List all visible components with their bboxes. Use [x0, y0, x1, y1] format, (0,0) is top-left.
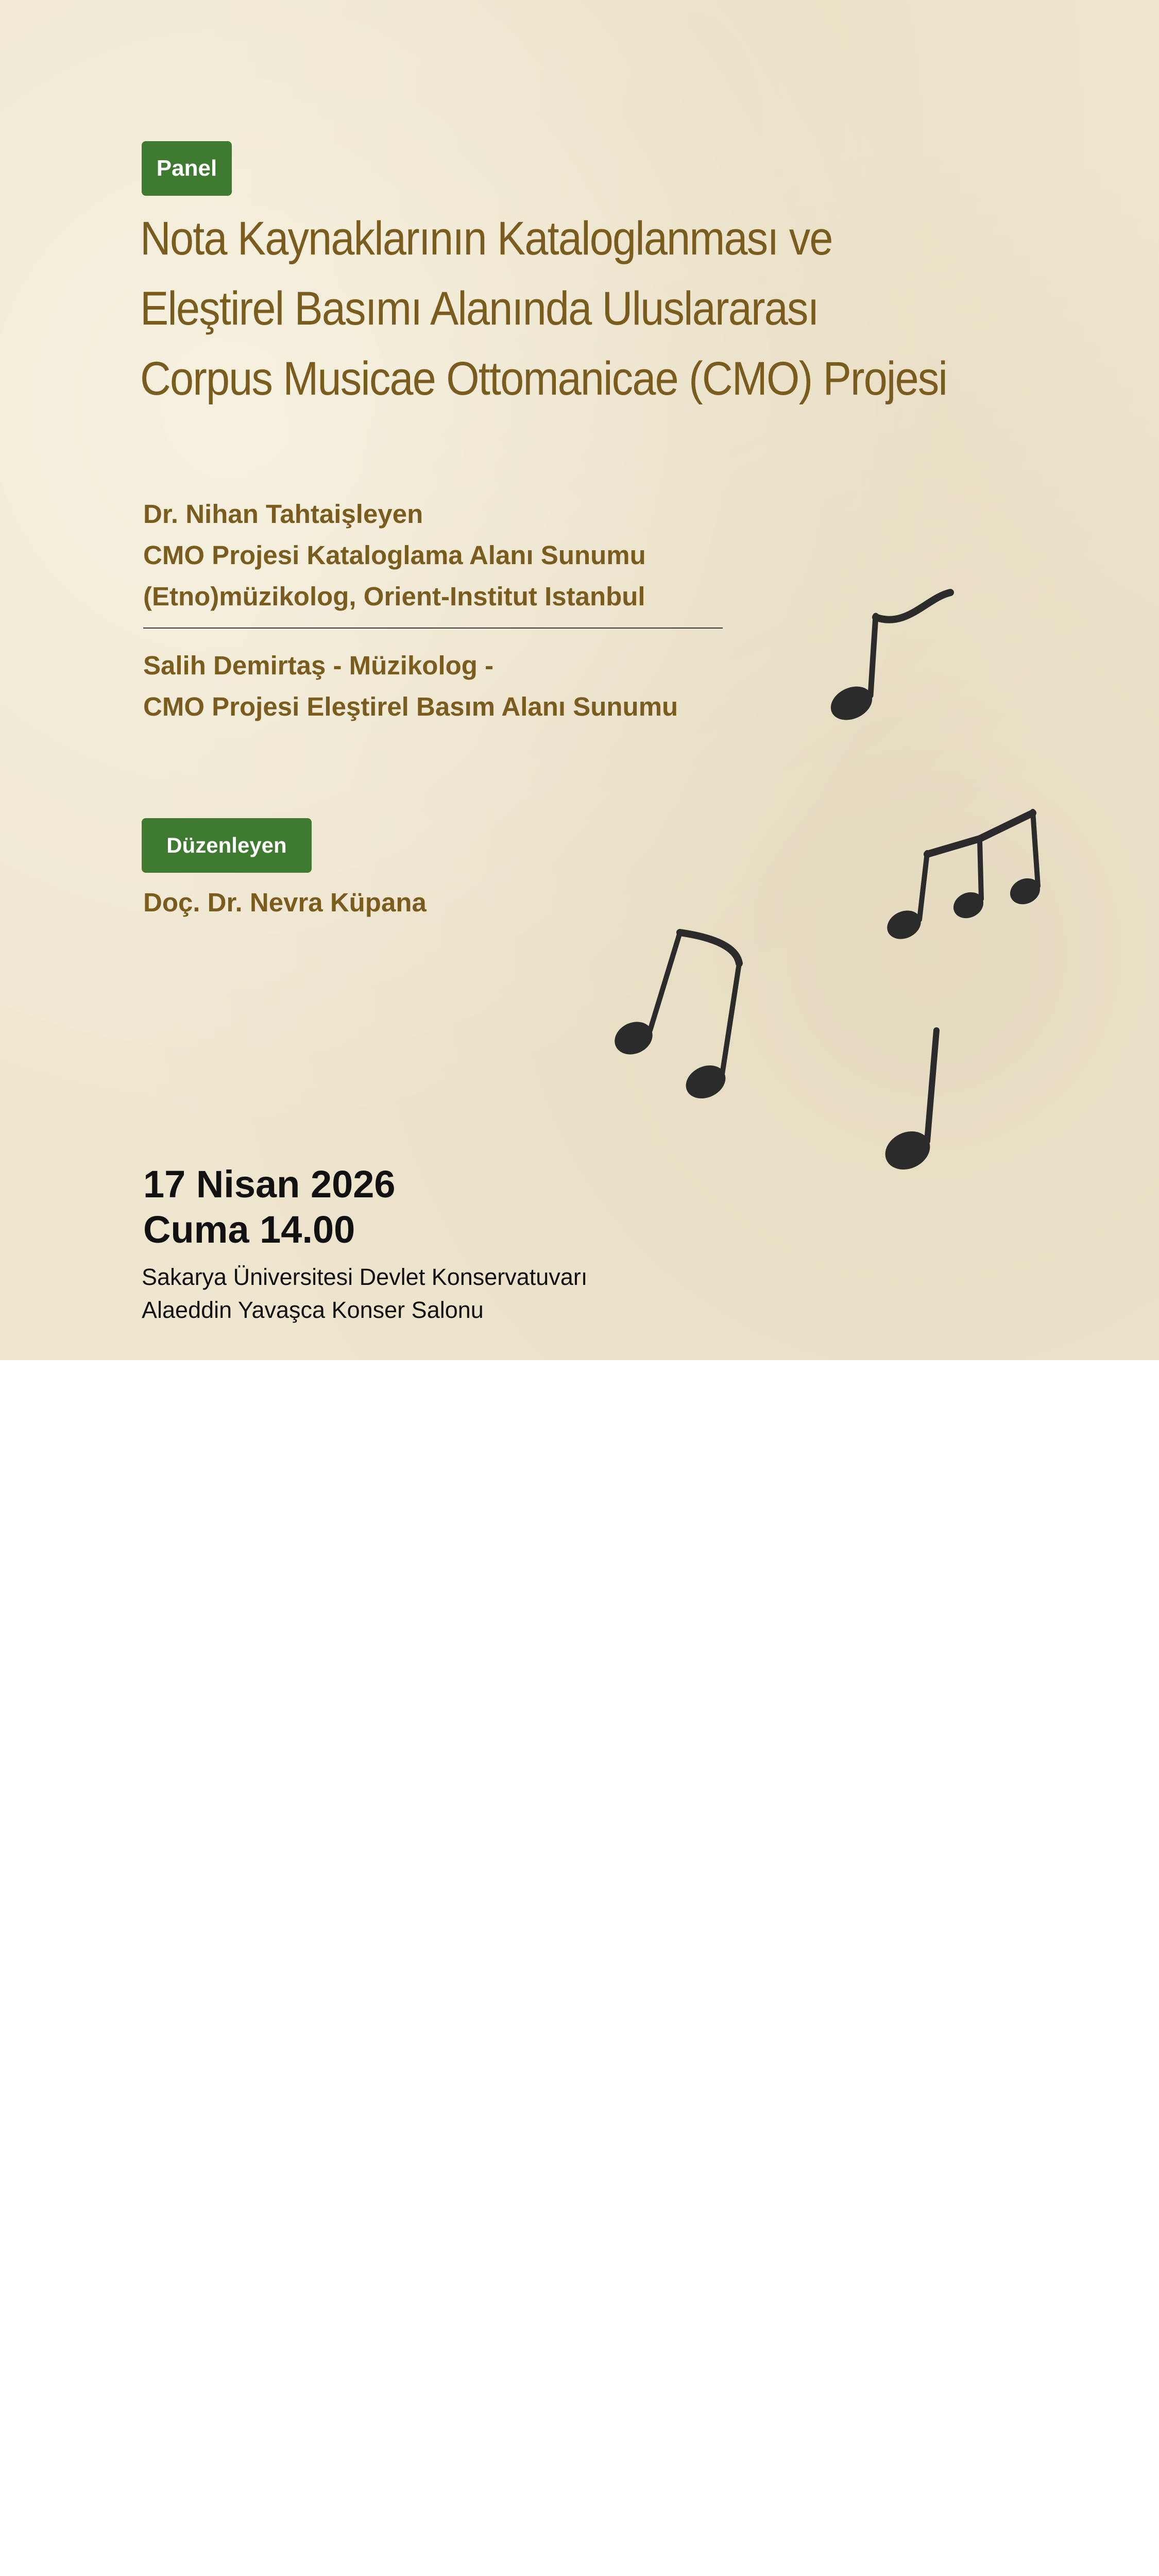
eighth-note-icon [825, 592, 950, 726]
quarter-note-icon [879, 1030, 936, 1177]
event-venue [142, 1261, 587, 1327]
speaker-1-name: Dr. Nihan Tahtaişleyen [143, 499, 423, 529]
event-date-time [143, 1162, 396, 1252]
title-line: Corpus Musicae Ottomanicae (CMO) Projesi [140, 352, 947, 405]
event-time: Cuma 14.00 [143, 1208, 355, 1251]
speaker-2-topic: CMO Projesi Eleştirel Basım Alanı Sunumu [143, 692, 678, 721]
speaker-2-name: Salih Demirtaş - Müzikolog - [143, 651, 494, 680]
organizer-name: Doç. Dr. Nevra Küpana [143, 888, 427, 917]
speaker-1-topic: CMO Projesi Kataloglama Alanı Sunumu [143, 540, 646, 570]
panel-badge: Panel [142, 141, 232, 196]
title-line: Nota Kaynaklarının Kataloglanması ve [140, 212, 832, 265]
double-eighth-note-icon [609, 933, 739, 1105]
logo-footer [0, 1360, 1159, 1546]
event-date: 17 Nisan 2026 [143, 1163, 396, 1206]
organizer-badge: Düzenleyen [142, 818, 312, 873]
speaker-1-affiliation: (Etno)müzikolog, Orient-Institut Istanbul [143, 582, 645, 611]
title-line: Eleştirel Basımı Alanında Uluslararası [140, 282, 819, 335]
venue-line: Alaeddin Yavaşca Konser Salonu [142, 1297, 484, 1323]
venue-line: Sakarya Üniversitesi Devlet Konservatuvarı [142, 1264, 588, 1290]
beamed-notes-icon [882, 811, 1044, 944]
